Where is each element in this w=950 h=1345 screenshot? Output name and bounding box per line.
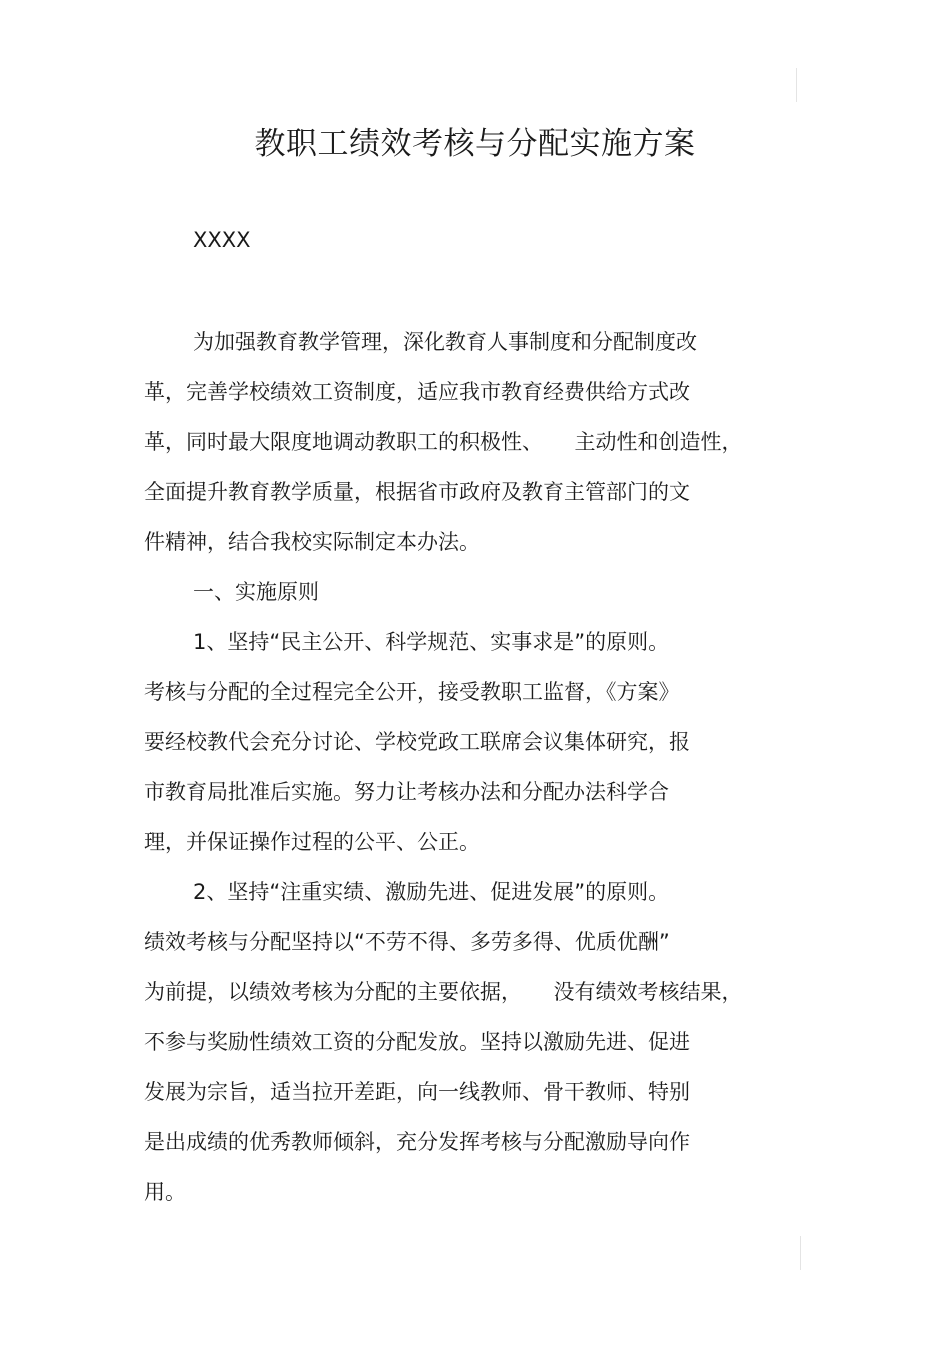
body-text-line: 2、坚持“注重实绩、激励先进、促进发展”的原则。: [193, 880, 670, 904]
body-text-line: 发展为宗旨，适当拉开差距，向一线教师、骨干教师、特别: [144, 1080, 690, 1104]
body-text-line: 市教育局批准后实施。努力让考核办法和分配办法科学合: [144, 780, 669, 804]
body-text-line: 为前提，以绩效考核为分配的主要依据， 没有绩效考核结果，: [144, 980, 743, 1004]
body-text-line: 理，并保证操作过程的公平、公正。: [144, 830, 480, 854]
body-text-line: 革，同时最大限度地调动教职工的积极性、 主动性和创造性，: [144, 430, 743, 454]
page-edge-mark-top: [796, 68, 797, 102]
body-text-line: 用。: [144, 1180, 186, 1204]
body-text-line: 要经校教代会充分讨论、学校党政工联席会议集体研究，报: [144, 730, 690, 754]
body-text-line: 为加强教育教学管理，深化教育人事制度和分配制度改: [193, 330, 697, 354]
body-text-line: 1、坚持“民主公开、科学规范、实事求是”的原则。: [193, 630, 670, 654]
body-text-line: 一、实施原则: [193, 580, 319, 604]
body-text-line: 是出成绩的优秀教师倾斜，充分发挥考核与分配激励导向作: [144, 1130, 690, 1154]
body-text-line: 革，完善学校绩效工资制度，适应我市教育经费供给方式改: [144, 380, 690, 404]
page-edge-mark-bottom: [800, 1236, 801, 1270]
body-text-line: 绩效考核与分配坚持以“不劳不得、多劳多得、优质优酬”: [144, 930, 670, 954]
document-author: XXXX: [193, 228, 251, 252]
document-title: 教职工绩效考核与分配实施方案: [254, 126, 696, 162]
body-text-line: 件精神，结合我校实际制定本办法。: [144, 530, 480, 554]
body-text-line: 考核与分配的全过程完全公开，接受教职工监督，《方案》: [144, 680, 680, 704]
body-text-line: 不参与奖励性绩效工资的分配发放。坚持以激励先进、促进: [144, 1030, 690, 1054]
body-text-line: 全面提升教育教学质量，根据省市政府及教育主管部门的文: [144, 480, 690, 504]
